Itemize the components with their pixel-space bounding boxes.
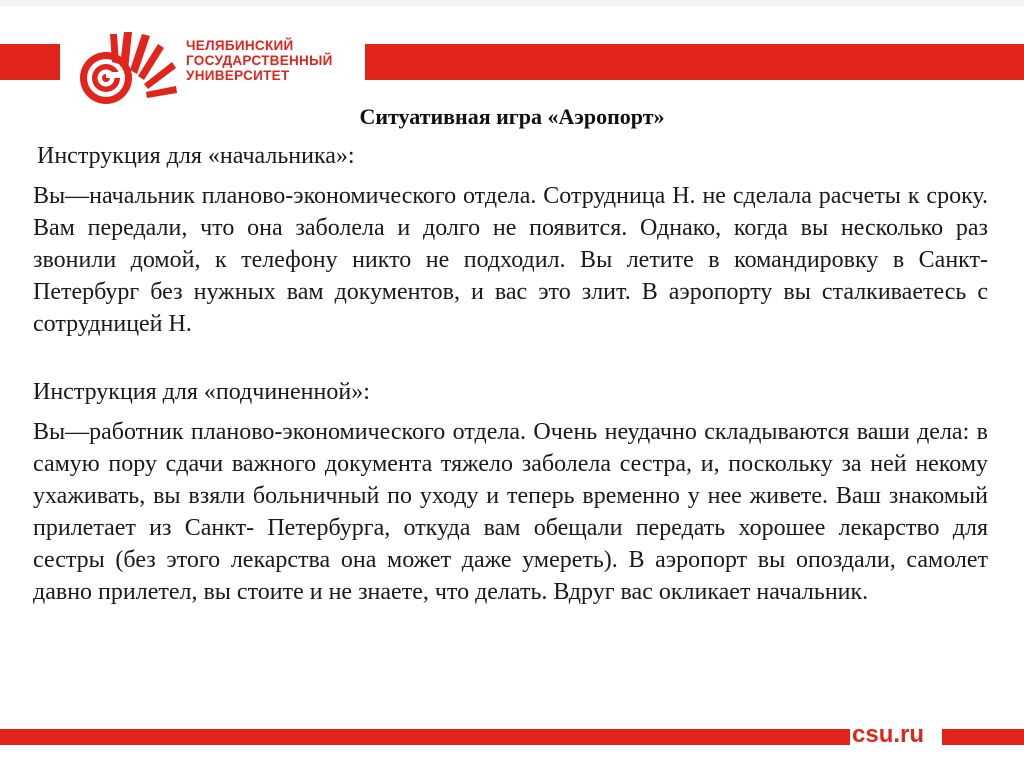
footer-site-link[interactable]: csu.ru — [852, 721, 925, 748]
header-bar-right — [365, 44, 1024, 80]
university-name-line2: ГОСУДАРСТВЕННЫЙ — [186, 53, 333, 68]
page-title: Ситуативная игра «Аэропорт» — [359, 104, 665, 129]
footer-bar-left — [0, 729, 850, 745]
header-bar-left — [0, 44, 60, 80]
university-name-line3: УНИВЕРСИТЕТ — [186, 68, 290, 83]
university-name — [186, 38, 333, 83]
section1-text: Вы—начальник планово-экономического отдела. Сотрудница Н. не сделала расчеты к сроку. Вам передали, что она заболела и долго не появится. Однако, когда вы несколько раз звонили домой, к телефону никто не подходил. Вы летите в командировку в Санкт-Петербург без нужных вам документов, и вас это злит. В аэропорту вы сталкиваетесь с сотрудницей Н. — [33, 183, 988, 337]
university-name-line1: ЧЕЛЯБИНСКИЙ — [186, 38, 294, 53]
top-strip — [0, 0, 1024, 6]
section-gap — [33, 340, 988, 376]
section1-heading: Инструкция для «начальника»: — [37, 143, 355, 169]
footer-bar-right — [942, 729, 1024, 745]
document-body — [33, 140, 988, 608]
university-logo-icon — [76, 26, 180, 110]
section2-text: Вы—работник планово-экономического отдела. Очень неудачно складываются ваши дела: в самую пору сдачи важного документа тяжело заболела сестра, и, поскольку за ней некому ухаживать, вы взяли больничный по уходу и теперь временно у нее живете. Ваш знакомый прилетает из Санкт- Петербурга, откуда вам обещали передать хорошее лекарство для сестры (без этого лекарства она может даже умереть). В аэропорт вы опоздали, самолет давно прилетел, вы стоите и не знаете, что делать. Вдруг вас окликает начальник. — [33, 419, 988, 605]
section2-heading: Инструкция для «подчиненной»: — [33, 379, 370, 405]
